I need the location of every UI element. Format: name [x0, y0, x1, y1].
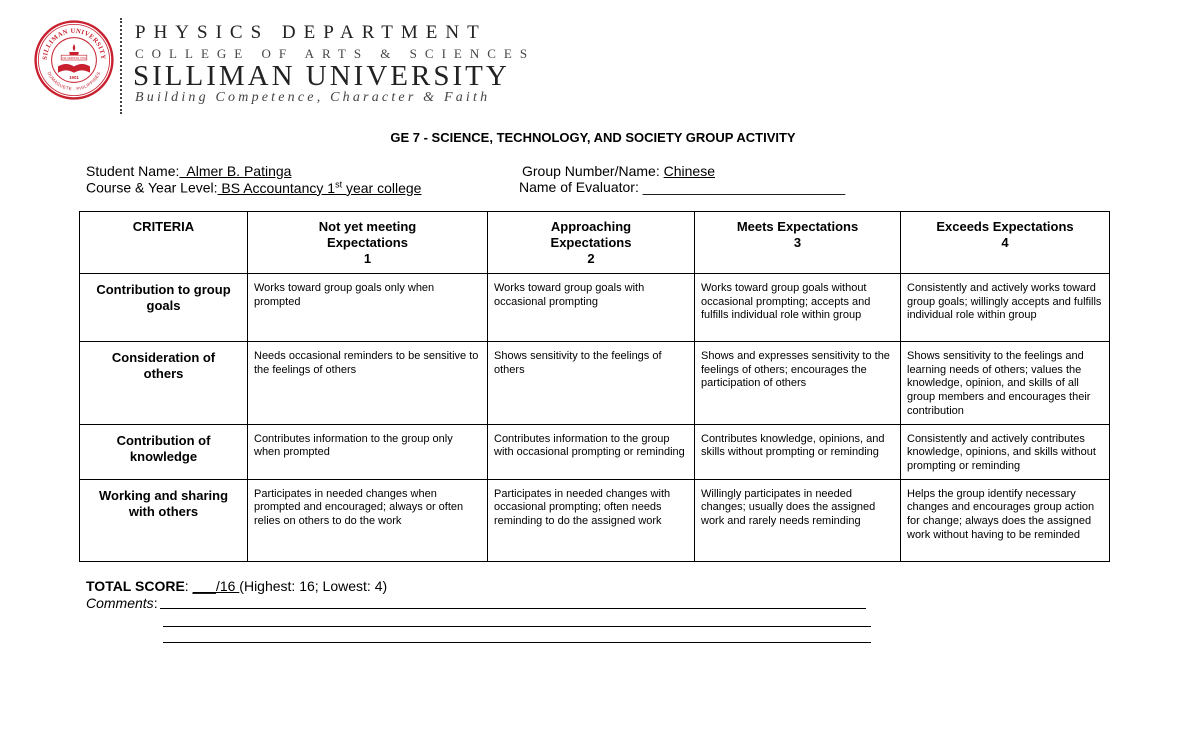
- level-2-cell: Contributes information to the group with occasional prompting or reminding: [488, 424, 695, 479]
- level-3-cell: Willingly participates in needed changes; usually does the assigned work and rarely needs reminding: [695, 479, 901, 561]
- total-score-value: ___/16: [192, 578, 240, 594]
- header-criteria: CRITERIA: [80, 212, 248, 274]
- seal-year: 1901: [69, 75, 79, 81]
- comments-label: Comments: [86, 595, 154, 611]
- university-seal-icon: [34, 20, 114, 100]
- level-2-cell: Participates in needed changes with occasional prompting; often needs reminding to do the assigned work: [488, 479, 695, 561]
- student-name-value: Almer B. Patinga: [179, 163, 292, 179]
- evaluator-line: [519, 179, 845, 195]
- course-value: BS Accountancy 1: [217, 179, 336, 196]
- header-divider: [120, 18, 122, 114]
- header-level-4: [901, 212, 1110, 274]
- level-4-cell: Helps the group identify necessary changes and encourages group action for change; always does the assigned work without having to be reminded: [901, 479, 1110, 561]
- header-level-3: [695, 212, 901, 274]
- seal-bottom-text: DUMAGUETE · PHILIPPINES: [46, 70, 102, 92]
- rubric-row: [80, 424, 1110, 479]
- total-score-colon: :: [184, 578, 193, 594]
- course-suffix: year college: [342, 179, 422, 196]
- total-score-note: (Highest: 16; Lowest: 4): [239, 578, 388, 594]
- rubric-row: [80, 479, 1110, 561]
- rubric-row: [80, 274, 1110, 342]
- level-3-cell: Shows and expresses sensitivity to the feelings of others; encourages the participation of others: [695, 342, 901, 425]
- svg-text:DUMAGUETE · PHILIPPINES: [46, 71, 101, 91]
- university-name: SILLIMAN UNIVERSITY: [133, 60, 510, 92]
- criterion-cell: Consideration of others: [80, 342, 248, 425]
- comment-line-1[interactable]: [160, 608, 866, 609]
- seal-top-text: SILLIMAN UNIVERSITY: [41, 27, 107, 61]
- header-level-1-score: 1: [363, 251, 372, 266]
- total-score-label: TOTAL SCORE: [86, 578, 185, 594]
- university-motto: Building Competence, Character & Faith: [135, 90, 491, 105]
- level-3-cell: Works toward group goals without occasional prompting; accepts and fulfills individual role within group: [695, 274, 901, 342]
- level-1-cell: Participates in needed changes when prompted and encouraged; always or often relies on others to do the work: [248, 479, 488, 561]
- level-2-cell: Works toward group goals with occasional prompting: [488, 274, 695, 342]
- group-label: Group Number/Name:: [522, 163, 664, 179]
- seal-banner-text: VIA VERITAS VITA: [61, 55, 87, 60]
- college-name: COLLEGE OF ARTS & SCIENCES: [135, 46, 536, 61]
- header-level-4-title: Exceeds Expectations: [936, 219, 1074, 234]
- level-1-cell: Contributes information to the group only when prompted: [248, 424, 488, 479]
- level-3-cell: Contributes knowledge, opinions, and skills without prompting or reminding: [695, 424, 901, 479]
- header-level-1-title: Not yet meeting Expectations: [318, 219, 417, 250]
- criterion-cell: Contribution of knowledge: [80, 424, 248, 479]
- course-label: Course & Year Level:: [86, 179, 218, 196]
- activity-title: GE 7 - SCIENCE, TECHNOLOGY, AND SOCIETY GROUP ACTIVITY: [390, 130, 796, 145]
- comment-line-2[interactable]: [163, 626, 871, 627]
- level-4-cell: Shows sensitivity to the feelings and learning needs of others; values the knowledge, opinion, and skills of all group members and encourages their contribution: [901, 342, 1110, 425]
- header-level-3-score: 3: [793, 235, 802, 250]
- rubric-row: [80, 342, 1110, 425]
- comments-colon: :: [153, 595, 158, 611]
- comments-line: [86, 595, 158, 611]
- header-level-2-title: Approaching Expectations: [550, 219, 632, 250]
- header-level-3-title: Meets Expectations: [736, 219, 859, 234]
- rubric-table: [79, 211, 1110, 562]
- group-value: Chinese: [663, 163, 715, 179]
- total-score-line: [86, 578, 387, 594]
- header-level-2-score: 2: [587, 251, 595, 266]
- header-level-1: [248, 212, 488, 274]
- rubric-header-row: [80, 212, 1110, 274]
- group-line: [522, 163, 715, 179]
- level-2-cell: Shows sensitivity to the feelings of others: [488, 342, 695, 425]
- evaluator-label: Name of Evaluator:: [519, 179, 643, 195]
- level-1-cell: Works toward group goals only when prompted: [248, 274, 488, 342]
- evaluator-value: __________________________: [642, 179, 846, 195]
- student-name-label: Student Name:: [86, 163, 180, 179]
- course-line: [86, 179, 421, 196]
- student-name-line: [86, 163, 291, 179]
- criterion-cell: Working and sharing with others: [80, 479, 248, 561]
- criterion-cell: Contribution to group goals: [80, 274, 248, 342]
- level-1-cell: Needs occasional reminders to be sensitive to the feelings of others: [248, 342, 488, 425]
- comment-line-3[interactable]: [163, 642, 871, 643]
- header-level-2: [488, 212, 695, 274]
- department-name: PHYSICS DEPARTMENT: [135, 22, 487, 43]
- header-level-4-score: 4: [1001, 235, 1009, 250]
- course-sup: st: [335, 179, 343, 189]
- level-4-cell: Consistently and actively works toward group goals; willingly accepts and fulfills individual role within group: [901, 274, 1110, 342]
- level-4-cell: Consistently and actively contributes knowledge, opinions, and skills without prompting or reminding: [901, 424, 1110, 479]
